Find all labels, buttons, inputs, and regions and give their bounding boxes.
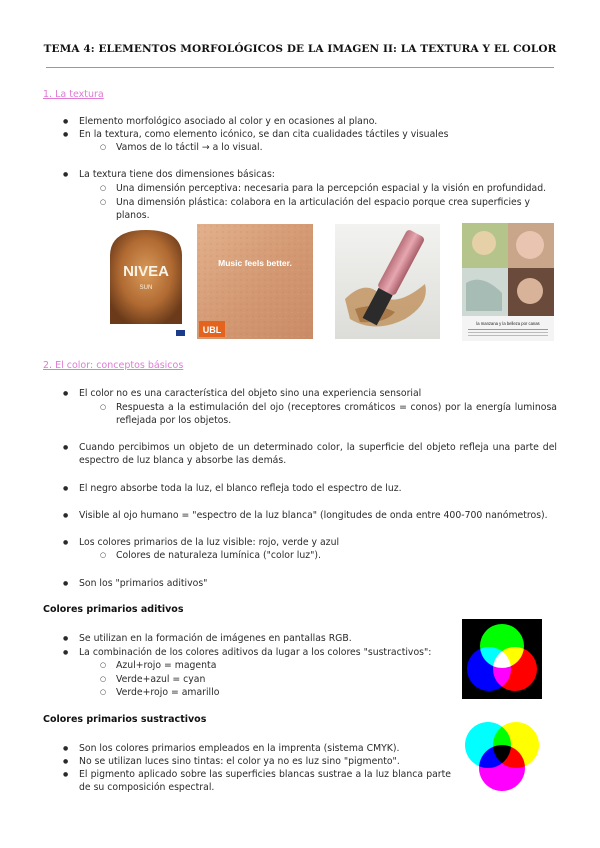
nivea-sub-text: SUN — [139, 285, 153, 291]
list-item: ● El negro absorbe toda la luz, el blanco refleja todo el espectro de luz. — [79, 482, 557, 495]
page-title: TEMA 4: ELEMENTOS MORFOLÓGICOS DE LA IMAGEN II: LA TEXTURA Y EL COLOR — [43, 43, 557, 55]
sub-list-item: ○ Verde+azul = cyan — [116, 673, 446, 686]
list-item: ● El color no es una característica del objeto sino una experiencia sensorial — [79, 387, 557, 400]
jbl-logo-text: UBL — [202, 325, 222, 335]
sub-list-item: ○ Una dimensión plástica: colabora en la articulación del espacio porque crea superficies y planos. — [116, 196, 557, 223]
title-divider — [46, 67, 554, 68]
collage-caption-text: la manzana y la belleza por canas — [476, 321, 540, 326]
list-item: ● Son los colores primarios empleados en la imprenta (sistema CMYK). — [79, 742, 449, 755]
list-item: ● La textura tiene dos dimensiones básicas: — [79, 168, 557, 181]
list-item: ● Los colores primarios de la luz visible: rojo, verde y azul — [79, 536, 557, 549]
cmy-subtractive-diagram — [461, 715, 543, 797]
list-item: ● La combinación de los colores aditivos da lugar a los colores "sustractivos": — [79, 646, 449, 659]
section-heading-textura[interactable]: 1. La textura — [43, 89, 104, 100]
sub-list-item: ○ Una dimensión perceptiva: necesaria para la percepción espacial y la visión en profundidad. — [116, 182, 557, 195]
cosmetic-tube-image — [335, 224, 440, 339]
list-item: ● El pigmento aplicado sobre las superficies blancas sustrae a la luz blanca parte de su composición espectral. — [79, 768, 451, 795]
fashion-collage-image — [462, 223, 554, 341]
rgb-additive-diagram — [462, 619, 542, 699]
list-item: ● No se utilizan luces sino tintas: el color ya no es luz sino "pigmento". — [79, 755, 449, 768]
nivea-brand-text: NIVEA — [123, 263, 169, 280]
sub-list-item: ○ Azul+rojo = magenta — [116, 659, 446, 672]
sub-list-item: ○ Verde+rojo = amarillo — [116, 686, 446, 699]
sub-list-item: ○ Vamos de lo táctil → a lo visual. — [116, 141, 557, 154]
jbl-slogan-text: Music feels better. — [218, 258, 292, 268]
list-item: ● Cuando percibimos un objeto de un determinado color, la superficie del objeto refleja una parte del espectro de luz blanca y absorbe las demás. — [79, 441, 557, 468]
subtractive-heading: Colores primarios sustractivos — [43, 714, 207, 725]
sub-list-item: ○ Respuesta a la estimulación del ojo (receptores cromáticos = conos) por la energía luminosa reflejada por los objetos. — [116, 401, 557, 428]
nivea-ad-image — [104, 226, 188, 339]
additive-heading: Colores primarios aditivos — [43, 604, 184, 615]
list-item: ● Se utilizan en la formación de imágenes en pantallas RGB. — [79, 632, 449, 645]
list-item: ● Elemento morfológico asociado al color y en ocasiones al plano. — [79, 115, 557, 128]
jbl-ad-image — [197, 224, 313, 339]
list-item: ● En la textura, como elemento icónico, se dan cita cualidades táctiles y visuales — [79, 128, 557, 141]
sub-list-item: ○ Colores de naturaleza lumínica ("color luz"). — [116, 549, 557, 562]
list-item: ● Son los "primarios aditivos" — [79, 577, 557, 590]
list-item: ● Visible al ojo humano = "espectro de la luz blanca" (longitudes de onda entre 400-700 nanómetros). — [79, 509, 557, 522]
section-heading-color[interactable]: 2. El color: conceptos básicos — [43, 360, 184, 371]
